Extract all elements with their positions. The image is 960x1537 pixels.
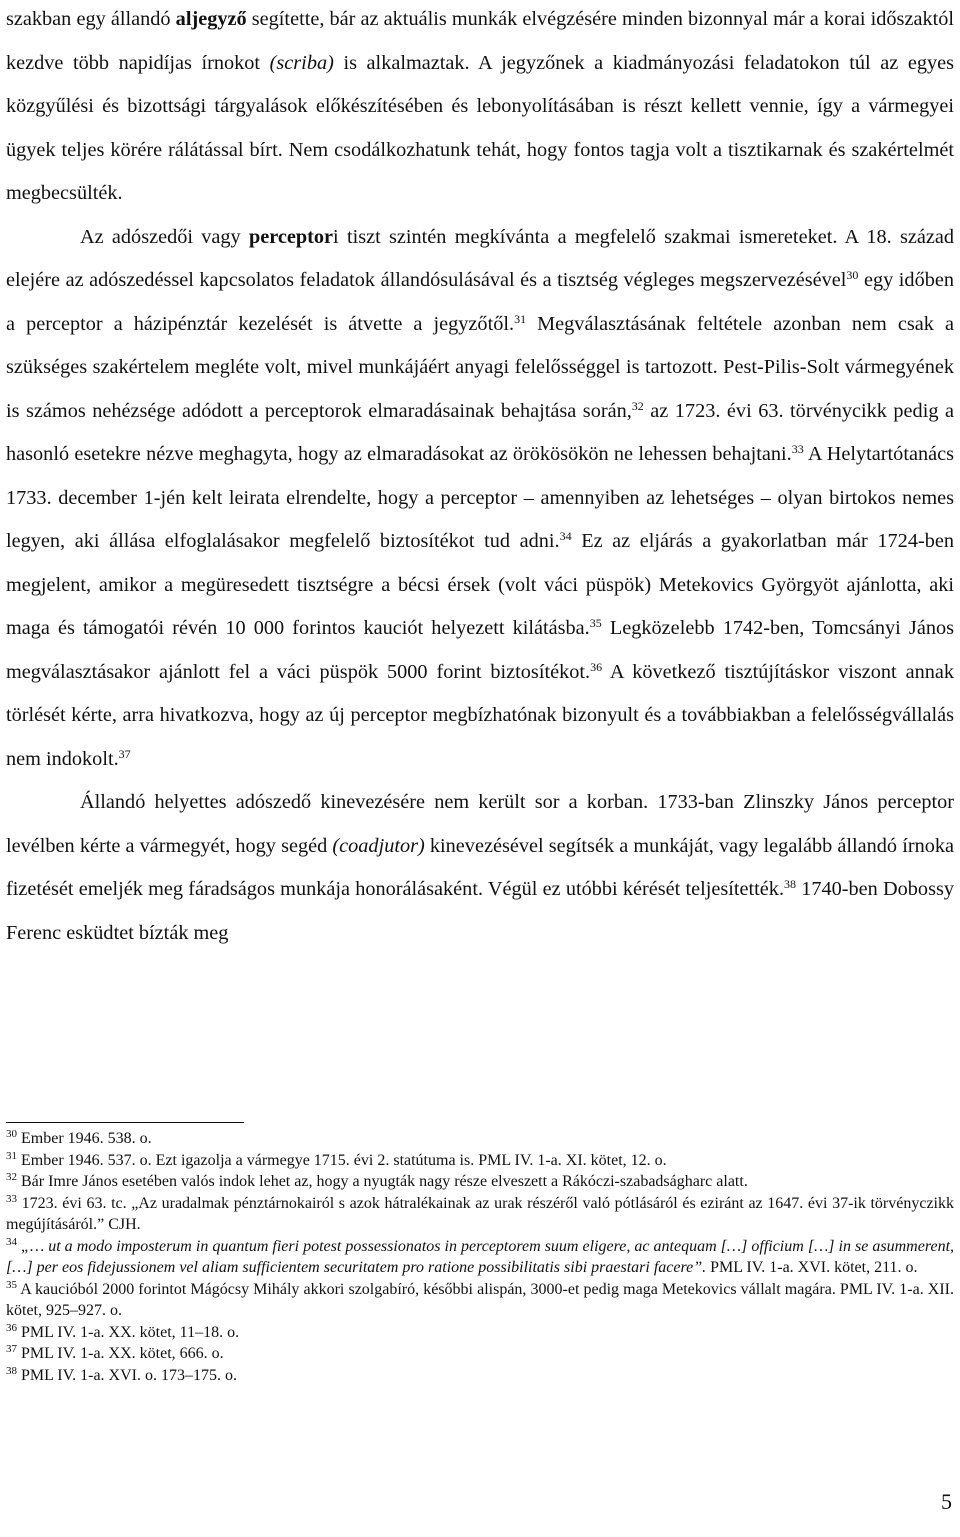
paragraph [6,781,954,955]
text-run: PML IV. 1-a. XX. kötet, 666. o. [21,1345,224,1362]
text-run: az 1723. évi 63. törvénycikk pedig a hasonló esetekre nézve meghagyta, hogy az elmaradásokat az örökösökön ne lehessen behajtani. [6,399,954,465]
bold-term: perceptor [248,225,334,248]
footnote-reference: 31 [514,311,527,326]
text-run: Az adószedői vagy [80,225,249,248]
footnote [6,1365,954,1387]
footnote [6,1236,954,1279]
page-number: 5 [941,1489,952,1514]
footnote [6,1322,954,1344]
text-run: PML IV. 1-a. XX. kötet, 11–18. o. [21,1323,240,1341]
text-run: Megválasztásának feltétele azonban nem csak a szükséges szakértelem megléte volt, mivel munkájáért anyagi felelősséggel is tartozott. Pest-Pilis-Solt vármegyének is számos nehézsége adódott a perceptorok elmaradásainak behajtása során, [6,312,954,422]
footnote-reference: 35 [589,616,602,630]
footnote-number: 38 [6,1364,17,1377]
text-run: segítette, bár az aktuális munkák elvégzésére minden bizonnyal már a korai időszaktól kezdve több napidíjas írnokot [6,8,955,74]
footnote-reference: 33 [791,442,804,456]
footnote [6,1343,954,1365]
italic-text: (scriba) [269,51,334,74]
text-run: i tiszt szintén megkívánta a megfelelő szakmai ismereteket. A 18. század elejére az adószedéssel kapcsolatos feladatok állandósulásával és a tisztség végleges megszervezésével [6,225,954,291]
footnote-reference: 30 [846,268,859,282]
footnote-separator [6,1122,244,1123]
footnote-number: 35 [6,1278,17,1291]
text-run: is alkalmaztak. A jegyzőnek a kiadmányozási feladatokon túl az egyes közgyűlési és bizottsági tárgyalások előkészítésében és lebonyolításában is részt kellett vennie, így a vármegyei ügyek teljes körére rálátással bírt. Nem csodálkozhatunk tehát, hogy fontos tagja volt a tisztikarnak és szakértelmét megbecsülték. [6,51,954,204]
bold-term: aljegyző [175,8,247,30]
text-run: Ember 1946. 537. o. Ezt igazolja a vármegye 1715. évi 2. statútuma is. PML IV. 1-a. XI. kötet, 12. o. [21,1151,667,1169]
italic-text: (coadjutor) [332,834,425,857]
footnote [6,1193,954,1236]
text-run: PML IV. 1-a. XVI. o. 173–175. o. [21,1366,237,1384]
footnote-number: 31 [6,1149,17,1162]
footnote-reference: 36 [590,659,603,674]
text-run: A kaucióból 2000 forintot Mágócsy Mihály akkori szolgabíró, későbbi alispán, 3000-et pedig maga Metekovics vállalt magára. PML IV. 1-a. XII. kötet, 925–927. o. [6,1280,955,1319]
text-run: Ez az eljárás a gyakorlatban már 1724-ben megjelent, amikor a megüresedett tisztségre a bécsi érsek (volt váci püspök) Metekovics Györgyöt ajánlotta, aki maga és támogatói révén 10 000 forintos kauciót helyezett kilátásba. [6,530,954,639]
text-run: Állandó helyettes adószedő kinevezésére nem került sor a korban. 1733-ban Zlinszky János perceptor levélben kérte a vármegyét, hogy segéd [6,791,954,857]
footnote-number: 37 [6,1343,17,1355]
footnote-number: 34 [6,1235,17,1248]
footnote [6,1150,954,1172]
text-run: PML IV. 1-a. XVI. kötet, 211. o. [706,1259,918,1276]
italic-text: „… ut a modo imposterum in quantum fieri potest possessionatos in perceptorem suum eligere, ac antequam […] officium […] in se asummerent, […] per eos fidejussionem vel aliam sufficientem securitatem pro ratione possibilitatis sibi praestari facere”. [6,1237,955,1276]
text-run: A következő tisztújításkor viszont annak törlését kérte, arra hivatkozva, hogy az új perceptor megbízhatónak bizonyult és a továbbiakban a felelősségvállalás nem indokolt. [6,660,954,770]
footnote-reference: 34 [559,529,572,543]
text-run: 1723. évi 63. tc. „Az uradalmak pénztárnokairól s azok hátralékainak az urak részéről való pótlásáról és eziránt az 1647. évi 37-ik törvényczikk megújításáról.” CJH. [6,1194,955,1233]
text-run: Bár Imre János esetében valós indok lehet az, hogy a nyugták nagy része elveszett a Rákóczi-szabadságharc alatt. [21,1173,748,1190]
footnotes [6,1128,954,1386]
footnote [6,1128,954,1150]
footnote-number: 32 [6,1171,17,1183]
paragraph [6,216,954,782]
text-run: A Helytartótanács 1733. december 1-jén kelt leirata elrendelte, hogy a perceptor – amennyiben az lehetséges – olyan birtokos nemes legyen, aki állása elfoglalásakor megfelelő biztosítékot tud adni. [6,443,954,552]
footnote-reference: 38 [784,877,797,891]
text-run: Ember 1946. 538. o. [21,1130,152,1147]
footnote-number: 36 [6,1321,17,1334]
footnote-reference: 37 [118,746,131,761]
footnote [6,1171,954,1193]
footnote-reference: 32 [631,398,644,413]
text-run: szakban egy állandó [6,8,176,30]
text-run: kinevezésével segítsék a munkáját, vagy legalább állandó írnoka fizetését emeljék meg fáradságos munkája honorálásaként. Végül ez utóbbi kérését teljesítették. [6,834,955,900]
footnote [6,1279,954,1322]
paragraph [6,0,954,216]
footnote-number: 30 [6,1128,17,1140]
text-run: Legközelebb 1742-ben, Tomcsányi János megválasztásakor ajánlott fel a váci püspök 5000 forint biztosítékot. [6,617,954,683]
text-run: egy időben a perceptor a házipénztár kezelését is átvette a jegyzőtől. [6,269,954,335]
footnote-number: 33 [6,1192,17,1205]
text-run: 1740-ben Dobossy Ferenc esküdtet bízták meg [6,878,954,944]
body-text [6,0,954,955]
